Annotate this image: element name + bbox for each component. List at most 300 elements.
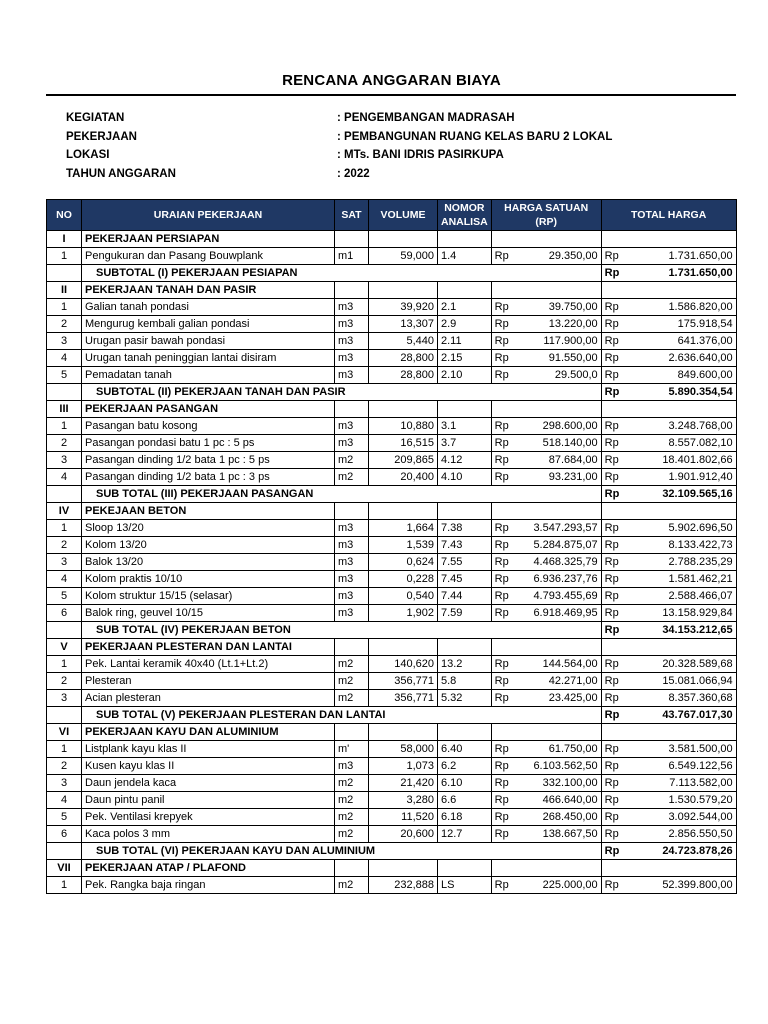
header-harga-line2: (RP) [535, 216, 557, 228]
item-analisa: 2.11 [438, 333, 492, 350]
item-harga-satuan: 518.140,00 [514, 435, 601, 452]
item-analisa: 2.9 [438, 316, 492, 333]
empty-cell [491, 282, 514, 299]
item-volume: 13,307 [369, 316, 438, 333]
item-harga-satuan: 42.271,00 [514, 673, 601, 690]
currency-label: Rp [491, 792, 514, 809]
item-volume: 20,400 [369, 469, 438, 486]
empty-cell [438, 231, 492, 248]
table-row [47, 554, 737, 571]
item-total-harga: 3.581.500,00 [623, 741, 736, 758]
item-total-harga: 3.248.768,00 [623, 418, 736, 435]
item-number: 5 [47, 367, 82, 384]
currency-label: Rp [601, 554, 623, 571]
item-uraian: Kolom 13/20 [82, 537, 335, 554]
item-uraian: Pasangan dinding 1/2 bata 1 pc : 3 ps [82, 469, 335, 486]
empty-cell [491, 503, 514, 520]
currency-label: Rp [491, 537, 514, 554]
item-volume: 11,520 [369, 809, 438, 826]
empty-cell [601, 282, 623, 299]
currency-label: Rp [601, 299, 623, 316]
item-total-harga: 6.549.122,56 [623, 758, 736, 775]
item-sat: m2 [335, 826, 369, 843]
item-uraian: Mengurug kembali galian pondasi [82, 316, 335, 333]
item-analisa: 6.2 [438, 758, 492, 775]
info-key: LOKASI [66, 149, 110, 161]
item-analisa: 12.7 [438, 826, 492, 843]
currency-label: Rp [491, 469, 514, 486]
currency-label: Rp [491, 656, 514, 673]
section-header-row [47, 282, 737, 299]
item-total-harga: 8.357.360,68 [623, 690, 736, 707]
item-sat: m3 [335, 367, 369, 384]
currency-label: Rp [601, 775, 623, 792]
currency-label: Rp [491, 571, 514, 588]
item-number: 1 [47, 877, 82, 894]
item-uraian: Plesteran [82, 673, 335, 690]
item-number: 5 [47, 588, 82, 605]
subtotal-label: SUB TOTAL (IV) PEKERJAAN BETON [82, 622, 602, 639]
item-volume: 28,800 [369, 367, 438, 384]
currency-label: Rp [491, 452, 514, 469]
empty-cell [438, 282, 492, 299]
item-number: 1 [47, 656, 82, 673]
section-header-row [47, 231, 737, 248]
item-uraian: Urugan pasir bawah pondasi [82, 333, 335, 350]
empty-cell [438, 401, 492, 418]
info-key: PEKERJAAN [66, 130, 137, 143]
empty-cell [514, 401, 601, 418]
empty-cell [335, 282, 369, 299]
currency-label: Rp [601, 435, 623, 452]
item-analisa: 2.15 [438, 350, 492, 367]
info-value: : 2022 [337, 167, 370, 180]
currency-label: Rp [601, 316, 623, 333]
info-row [66, 112, 686, 131]
currency-label: Rp [491, 248, 514, 265]
empty-cell [514, 231, 601, 248]
section-number: V [47, 639, 82, 656]
item-volume: 58,000 [369, 741, 438, 758]
empty-cell [47, 265, 82, 282]
item-harga-satuan: 4.793.455,69 [514, 588, 601, 605]
item-number: 3 [47, 333, 82, 350]
currency-label: Rp [491, 435, 514, 452]
currency-label: Rp [491, 741, 514, 758]
item-number: 2 [47, 758, 82, 775]
item-harga-satuan: 144.564,00 [514, 656, 601, 673]
currency-label: Rp [491, 775, 514, 792]
item-uraian: Kolom struktur 15/15 (selasar) [82, 588, 335, 605]
item-sat: m3 [335, 350, 369, 367]
item-number: 4 [47, 571, 82, 588]
item-sat: m3 [335, 418, 369, 435]
section-title: PEKERJAAN PLESTERAN DAN LANTAI [82, 639, 335, 656]
item-analisa: 7.45 [438, 571, 492, 588]
item-harga-satuan: 6.918.469,95 [514, 605, 601, 622]
section-title: PEKERJAAN ATAP / PLAFOND [82, 860, 335, 877]
item-analisa: 7.55 [438, 554, 492, 571]
item-total-harga: 8.557.082,10 [623, 435, 736, 452]
empty-cell [47, 843, 82, 860]
item-sat: m1 [335, 248, 369, 265]
empty-cell [438, 639, 492, 656]
empty-cell [369, 282, 438, 299]
item-sat: m2 [335, 452, 369, 469]
empty-cell [601, 724, 623, 741]
item-total-harga: 20.328.589,68 [623, 656, 736, 673]
item-uraian: Acian plesteran [82, 690, 335, 707]
item-harga-satuan: 332.100,00 [514, 775, 601, 792]
section-title: PEKERJAAN PERSIAPAN [82, 231, 335, 248]
item-number: 3 [47, 775, 82, 792]
item-volume: 1,902 [369, 605, 438, 622]
currency-label: Rp [601, 350, 623, 367]
table-row [47, 571, 737, 588]
item-volume: 1,539 [369, 537, 438, 554]
empty-cell [438, 724, 492, 741]
item-volume: 1,664 [369, 520, 438, 537]
item-number: 5 [47, 809, 82, 826]
section-number: IV [47, 503, 82, 520]
table-row [47, 452, 737, 469]
item-uraian: Pek. Rangka baja ringan [82, 877, 335, 894]
subtotal-amount: 34.153.212,65 [623, 622, 736, 639]
table-header-row [47, 200, 737, 231]
item-number: 4 [47, 469, 82, 486]
section-number: II [47, 282, 82, 299]
table-row [47, 435, 737, 452]
item-analisa: 2.1 [438, 299, 492, 316]
header-no: NO [47, 200, 82, 231]
section-header-row [47, 401, 737, 418]
currency-label: Rp [601, 520, 623, 537]
currency-label: Rp [601, 673, 623, 690]
subtotal-row [47, 622, 737, 639]
section-header-row [47, 724, 737, 741]
info-value: : PEMBANGUNAN RUANG KELAS BARU 2 LOKAL [337, 130, 613, 143]
subtotal-label: SUBTOTAL (I) PEKERJAAN PESIAPAN [82, 265, 602, 282]
item-analisa: 6.18 [438, 809, 492, 826]
info-key: KEGIATAN [66, 112, 125, 124]
empty-cell [438, 503, 492, 520]
subtotal-label: SUB TOTAL (III) PEKERJAAN PASANGAN [82, 486, 602, 503]
currency-label: Rp [491, 690, 514, 707]
empty-cell [623, 231, 736, 248]
item-uraian: Kusen kayu klas II [82, 758, 335, 775]
item-number: 4 [47, 350, 82, 367]
item-harga-satuan: 61.750,00 [514, 741, 601, 758]
item-analisa: LS [438, 877, 492, 894]
empty-cell [335, 503, 369, 520]
currency-label: Rp [491, 299, 514, 316]
item-uraian: Kolom praktis 10/10 [82, 571, 335, 588]
item-harga-satuan: 138.667,50 [514, 826, 601, 843]
item-volume: 1,073 [369, 758, 438, 775]
table-row [47, 316, 737, 333]
currency-label: Rp [601, 843, 623, 860]
item-sat: m3 [335, 316, 369, 333]
item-uraian: Galian tanah pondasi [82, 299, 335, 316]
table-row [47, 690, 737, 707]
header-sat: SAT [335, 200, 369, 231]
item-analisa: 6.40 [438, 741, 492, 758]
item-volume: 209,865 [369, 452, 438, 469]
item-uraian: Pek. Lantai keramik 40x40 (Lt.1+Lt.2) [82, 656, 335, 673]
item-volume: 0,624 [369, 554, 438, 571]
item-sat: m2 [335, 469, 369, 486]
item-uraian: Urugan tanah peninggian lantai disiram [82, 350, 335, 367]
item-total-harga: 5.902.696,50 [623, 520, 736, 537]
info-value: : PENGEMBANGAN MADRASAH [337, 112, 515, 124]
item-total-harga: 3.092.544,00 [623, 809, 736, 826]
currency-label: Rp [491, 758, 514, 775]
empty-cell [623, 860, 736, 877]
item-harga-satuan: 29.350,00 [514, 248, 601, 265]
header-nomor-line1: NOMOR [444, 202, 485, 214]
subtotal-label: SUBTOTAL (II) PEKERJAAN TANAH DAN PASIR [82, 384, 602, 401]
table-row [47, 367, 737, 384]
item-total-harga: 1.901.912,40 [623, 469, 736, 486]
empty-cell [369, 724, 438, 741]
item-analisa: 7.43 [438, 537, 492, 554]
item-total-harga: 641.376,00 [623, 333, 736, 350]
section-header-row [47, 860, 737, 877]
item-uraian: Sloop 13/20 [82, 520, 335, 537]
item-harga-satuan: 39.750,00 [514, 299, 601, 316]
item-analisa: 6.6 [438, 792, 492, 809]
currency-label: Rp [601, 741, 623, 758]
currency-label: Rp [601, 418, 623, 435]
item-uraian: Pemadatan tanah [82, 367, 335, 384]
item-total-harga: 1.731.650,00 [623, 248, 736, 265]
item-volume: 59,000 [369, 248, 438, 265]
item-sat: m2 [335, 877, 369, 894]
empty-cell [47, 486, 82, 503]
item-harga-satuan: 6.936.237,76 [514, 571, 601, 588]
empty-cell [369, 639, 438, 656]
item-number: 1 [47, 418, 82, 435]
item-volume: 356,771 [369, 690, 438, 707]
budget-table [46, 199, 737, 894]
currency-label: Rp [601, 622, 623, 639]
section-title: PEKERJAAN TANAH DAN PASIR [82, 282, 335, 299]
header-uraian: URAIAN PEKERJAAN [82, 200, 335, 231]
empty-cell [335, 231, 369, 248]
empty-cell [623, 639, 736, 656]
item-harga-satuan: 87.684,00 [514, 452, 601, 469]
item-number: 3 [47, 690, 82, 707]
item-uraian: Balok ring, geuvel 10/15 [82, 605, 335, 622]
item-volume: 232,888 [369, 877, 438, 894]
table-row [47, 673, 737, 690]
table-row [47, 877, 737, 894]
subtotal-row [47, 265, 737, 282]
item-sat: m3 [335, 537, 369, 554]
section-title: PEKEJAAN BETON [82, 503, 335, 520]
item-uraian: Pasangan pondasi batu 1 pc : 5 ps [82, 435, 335, 452]
item-total-harga: 8.133.422,73 [623, 537, 736, 554]
item-sat: m2 [335, 673, 369, 690]
section-number: I [47, 231, 82, 248]
empty-cell [491, 724, 514, 741]
item-analisa: 5.8 [438, 673, 492, 690]
item-total-harga: 7.113.582,00 [623, 775, 736, 792]
item-sat: m2 [335, 792, 369, 809]
table-row [47, 826, 737, 843]
empty-cell [514, 282, 601, 299]
item-uraian: Listplank kayu klas II [82, 741, 335, 758]
table-row [47, 299, 737, 316]
table-row [47, 418, 737, 435]
item-harga-satuan: 13.220,00 [514, 316, 601, 333]
item-total-harga: 1.586.820,00 [623, 299, 736, 316]
table-row [47, 520, 737, 537]
table-row [47, 248, 737, 265]
item-volume: 140,620 [369, 656, 438, 673]
table-row [47, 741, 737, 758]
item-uraian: Pasangan dinding 1/2 bata 1 pc : 5 ps [82, 452, 335, 469]
table-row [47, 656, 737, 673]
currency-label: Rp [601, 452, 623, 469]
document-title: RENCANA ANGGARAN BIAYA [282, 72, 501, 89]
empty-cell [369, 231, 438, 248]
item-number: 1 [47, 741, 82, 758]
item-sat: m3 [335, 571, 369, 588]
currency-label: Rp [601, 809, 623, 826]
empty-cell [623, 503, 736, 520]
currency-label: Rp [601, 367, 623, 384]
item-volume: 10,880 [369, 418, 438, 435]
currency-label: Rp [601, 537, 623, 554]
empty-cell [491, 401, 514, 418]
currency-label: Rp [601, 656, 623, 673]
item-analisa: 4.12 [438, 452, 492, 469]
item-number: 2 [47, 316, 82, 333]
subtotal-label: SUB TOTAL (V) PEKERJAAN PLESTERAN DAN LANTAI [82, 707, 602, 724]
table-row [47, 775, 737, 792]
item-volume: 16,515 [369, 435, 438, 452]
currency-label: Rp [601, 265, 623, 282]
currency-label: Rp [491, 809, 514, 826]
currency-label: Rp [491, 673, 514, 690]
header-volume: VOLUME [369, 200, 438, 231]
subtotal-row [47, 707, 737, 724]
currency-label: Rp [491, 333, 514, 350]
item-number: 6 [47, 605, 82, 622]
currency-label: Rp [601, 605, 623, 622]
item-harga-satuan: 466.640,00 [514, 792, 601, 809]
currency-label: Rp [601, 588, 623, 605]
item-harga-satuan: 4.468.325,79 [514, 554, 601, 571]
item-number: 2 [47, 673, 82, 690]
subtotal-amount: 24.723.878,26 [623, 843, 736, 860]
item-analisa: 6.10 [438, 775, 492, 792]
empty-cell [514, 724, 601, 741]
empty-cell [47, 707, 82, 724]
item-uraian: Daun jendela kaca [82, 775, 335, 792]
item-number: 6 [47, 826, 82, 843]
empty-cell [335, 860, 369, 877]
item-total-harga: 52.399.800,00 [623, 877, 736, 894]
item-total-harga: 1.530.579,20 [623, 792, 736, 809]
item-analisa: 3.7 [438, 435, 492, 452]
info-value: : MTs. BANI IDRIS PASIRKUPA [337, 149, 504, 161]
item-number: 4 [47, 792, 82, 809]
header-harga-line1: HARGA SATUAN [504, 202, 589, 214]
empty-cell [491, 860, 514, 877]
item-analisa: 13.2 [438, 656, 492, 673]
item-uraian: Kaca polos 3 mm [82, 826, 335, 843]
item-total-harga: 175.918,54 [623, 316, 736, 333]
currency-label: Rp [601, 333, 623, 350]
table-row [47, 333, 737, 350]
subtotal-row [47, 843, 737, 860]
header-harga-satuan [491, 200, 601, 231]
subtotal-label: SUB TOTAL (VI) PEKERJAAN KAYU DAN ALUMINIUM [82, 843, 602, 860]
empty-cell [601, 503, 623, 520]
item-sat: m2 [335, 775, 369, 792]
empty-cell [47, 622, 82, 639]
section-title: PEKERJAAN PASANGAN [82, 401, 335, 418]
item-sat: m3 [335, 299, 369, 316]
empty-cell [369, 860, 438, 877]
currency-label: Rp [601, 877, 623, 894]
item-harga-satuan: 117.900,00 [514, 333, 601, 350]
item-volume: 39,920 [369, 299, 438, 316]
empty-cell [601, 639, 623, 656]
currency-label: Rp [601, 792, 623, 809]
table-row [47, 350, 737, 367]
item-total-harga: 2.856.550,50 [623, 826, 736, 843]
empty-cell [47, 384, 82, 401]
empty-cell [514, 503, 601, 520]
header-nomor-line2: ANALISA [441, 216, 488, 228]
item-number: 1 [47, 248, 82, 265]
currency-label: Rp [491, 367, 514, 384]
currency-label: Rp [491, 877, 514, 894]
currency-label: Rp [491, 316, 514, 333]
item-harga-satuan: 268.450,00 [514, 809, 601, 826]
item-total-harga: 2.636.640,00 [623, 350, 736, 367]
item-uraian: Pasangan batu kosong [82, 418, 335, 435]
subtotal-amount: 43.767.017,30 [623, 707, 736, 724]
empty-cell [335, 401, 369, 418]
item-total-harga: 13.158.929,84 [623, 605, 736, 622]
item-sat: m3 [335, 520, 369, 537]
item-sat: m3 [335, 588, 369, 605]
table-row [47, 809, 737, 826]
currency-label: Rp [491, 588, 514, 605]
item-number: 1 [47, 299, 82, 316]
empty-cell [601, 401, 623, 418]
currency-label: Rp [601, 758, 623, 775]
item-number: 2 [47, 537, 82, 554]
item-analisa: 7.44 [438, 588, 492, 605]
subtotal-amount: 1.731.650,00 [623, 265, 736, 282]
currency-label: Rp [601, 469, 623, 486]
currency-label: Rp [601, 826, 623, 843]
item-total-harga: 2.588.466,07 [623, 588, 736, 605]
item-analisa: 1.4 [438, 248, 492, 265]
currency-label: Rp [491, 554, 514, 571]
table-row [47, 605, 737, 622]
item-analisa: 3.1 [438, 418, 492, 435]
currency-label: Rp [491, 520, 514, 537]
currency-label: Rp [601, 707, 623, 724]
info-row [66, 168, 686, 187]
currency-label: Rp [601, 690, 623, 707]
